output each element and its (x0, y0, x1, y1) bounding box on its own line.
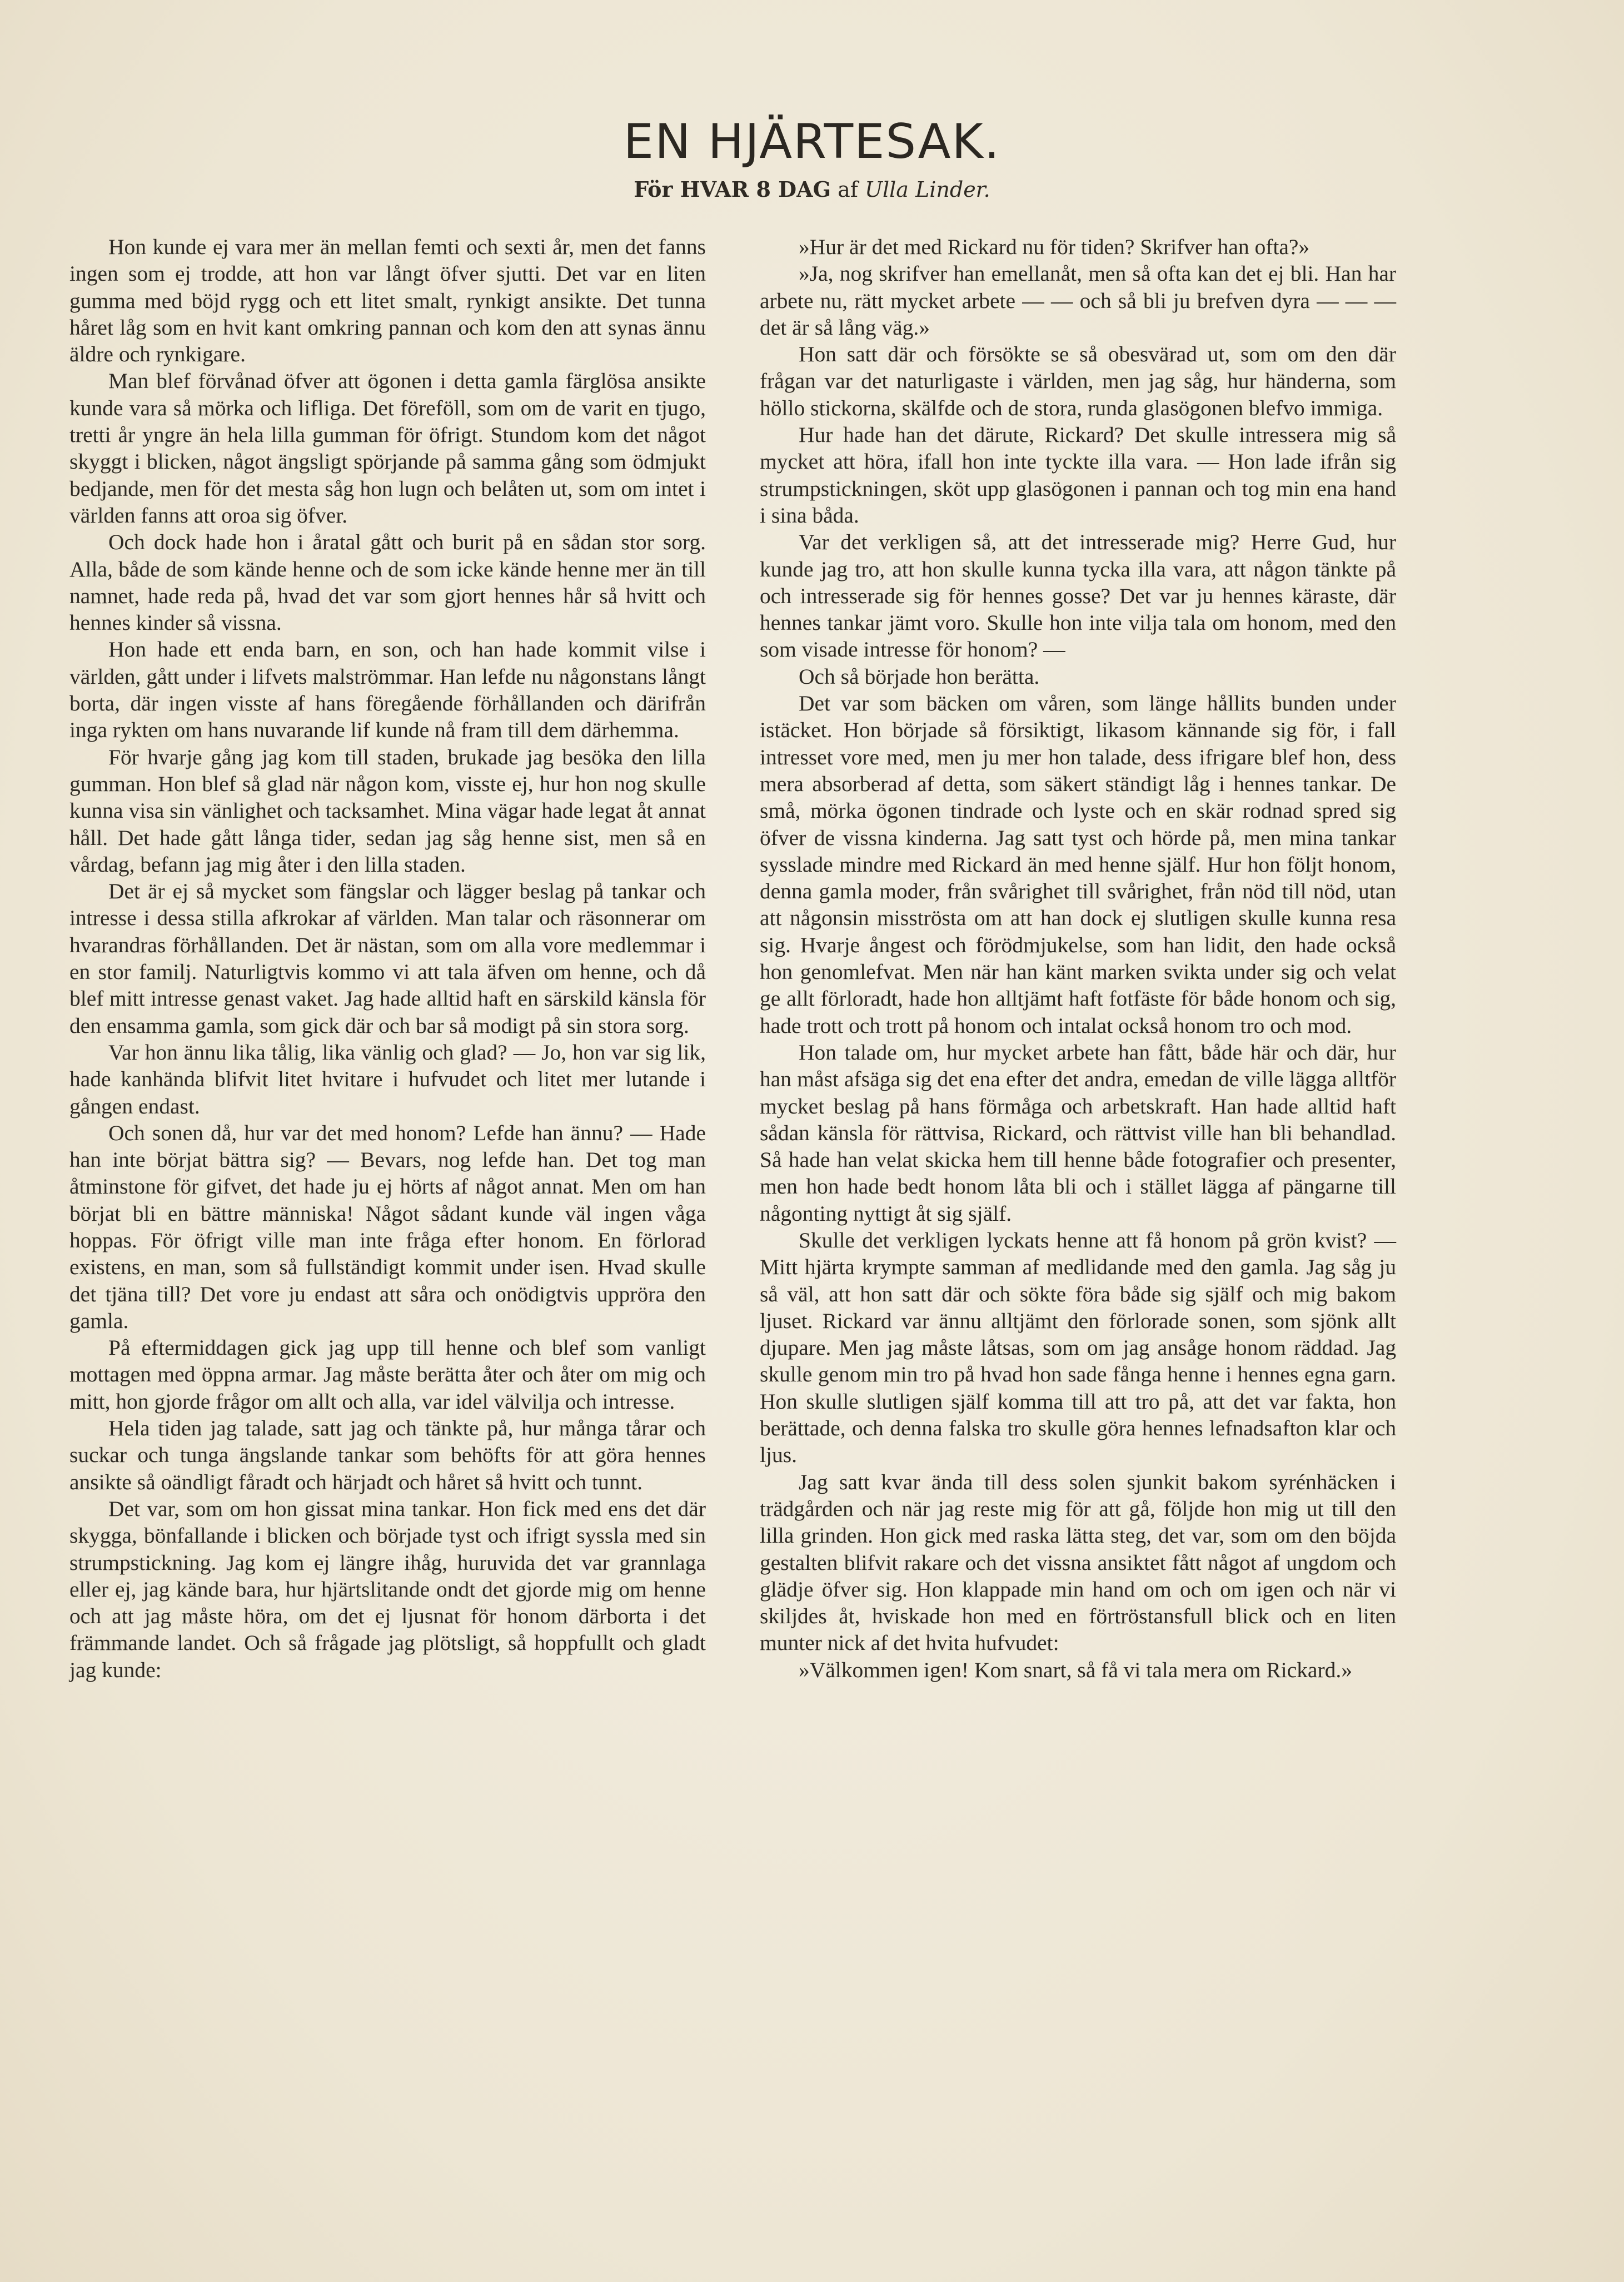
paragraph: »Välkommen igen! Kom snart, så få vi tala mera om Rickard.» (799, 1657, 1352, 1682)
byline-publication: För HVAR 8 DAG (634, 177, 831, 202)
paragraph: För hvarje gång jag kom till staden, brukade jag besöka den lilla gumman. Hon blef så glad när någon kom, visste ej, hur hon nog skulle kunna visa sin vänlighet och tacksamhet. Mina vägar hade legat åt annat håll. Det hade gått långa tider, sedan jag såg henne sist, men så en vårdag, befann jag mig åter i den lilla staden. (69, 744, 706, 877)
paragraph: Hur hade han det därute, Rickard? Det skulle intressera mig så mycket att höra, ifall hon inte tyckte illa vara. — Hon lade ifrån sig strumpstickningen, sköt upp glasögonen i pannan och tog min ena hand i sina båda. (760, 422, 1396, 528)
paragraph: Det var, som om hon gissat mina tankar. Hon fick med ens det där skygga, bönfallande i blicken och började tyst och ifrigt syssla med sin strumpstickning. Jag kom ej längre ihåg, huruvida det var grannlaga eller ej, jag kände bara, hur hjärtslitande ondt det gjorde mig om henne och att jag måste höra, om det ej ljusnat för honom därborta i det främmande landet. Och så frågade jag plötsligt, så hoppfullt och gladt jag kunde: (69, 1496, 706, 1682)
article-byline (0, 177, 1624, 202)
byline-author: Ulla Linder. (864, 177, 990, 202)
paragraph: Var hon ännu lika tålig, lika vänlig och glad? — Jo, hon var sig lik, hade kanhända blifvit litet hvitare i hufvudet och litet mer lutande i gången endast. (69, 1040, 706, 1118)
paragraph: Skulle det verkligen lyckats henne att få honom på grön kvist? — Mitt hjärta krympte samman af medlidande med den gamla. Jag såg ju så väl, att hon satt där och sökte föra både sig själf och mig bakom ljuset. Rickard var ännu alltjämt den förlorade sonen, som sjönk allt djupare. Men jag måste låtsas, som om jag ansåge honom räddad. Jag skulle genom min tro på hvad hon sade fånga henne i hennes egna garn. Hon skulle slutligen själf komma till att tro på, att det var fakta, hon berättade, och denna falska tro skulle göra hennes lefnadsafton klar och ljus. (760, 1227, 1396, 1468)
paragraph: Var det verkligen så, att det intresserade mig? Herre Gud, hur kunde jag tro, att hon skulle kunna tycka illa vara, att någon tänkte på och intresserade sig för hennes gosse? Det var ju hennes käraste, där hennes tankar jämt voro. Skulle hon inte vilja tala om honom, med den som visade intresse för honom? — (760, 530, 1396, 662)
left-column (69, 233, 706, 1683)
paragraph: Man blef förvånad öfver att ögonen i detta gamla färglösa ansikte kunde vara så mörka och lifliga. Det föreföll, som om de varit en tjugo, tretti år yngre än hela lilla gumman för öfrigt. Stundom kom det något skyggt i blicken, något ängsligt spörjande på samma gång som ödmjukt bedjande, men för det mesta såg hon lugn och belåten ut, som om intet i världen fanns att oroa sig öfver. (69, 369, 706, 528)
paragraph: Och dock hade hon i åratal gått och burit på en sådan stor sorg. Alla, både de som kände henne och de som icke kände henne mer än till namnet, hade reda på, hvad det var som gjort hennes hår så hvitt och hennes kinder så vissna. (69, 530, 706, 635)
article-title: EN HJÄRTESAK. (623, 114, 1001, 170)
paragraph: Det är ej så mycket som fängslar och lägger beslag på tankar och intresse i dessa stilla afkrokar af världen. Man talar och räsonnerar om hvarandras förhållanden. Det är nästan, som om alla vore medlemmar i en stor familj. Naturligtvis kommo vi att tala äfven om henne, och då blef mitt intresse genast vaket. Jag hade alltid haft en särskild känsla för den ensamma gamla, som gick där och bar så modigt på sin stora sorg. (69, 879, 706, 1038)
paragraph: Hela tiden jag talade, satt jag och tänkte på, hur många tårar och suckar och tunga ängslande tankar som behöfts för att göra hennes ansikte så oändligt fåradt och härjadt och håret så hvitt och tunnt. (69, 1416, 706, 1494)
paragraph: Hon kunde ej vara mer än mellan femti och sexti år, men det fanns ingen som ej trodde, att hon var långt öfver sjutti. Det var en liten gumma med böjd rygg och ett litet smalt, rynkigt ansikte. Det tunna håret låg som en hvit kant omkring pannan och kom den att synas ännu äldre och rynkigare. (69, 235, 706, 367)
paragraph: Och sonen då, hur var det med honom? Lefde han ännu? — Hade han inte börjat bättra sig? — Bevars, nog lefde han. Det tog man åtminstone för gifvet, det hade ju ej hörts af något annat. Men om han börjat bli en bättre människa! Något sådant kunde väl ingen våga hoppas. För öfrigt ville man inte fråga efter honom. En förlorad existens, en man, som så fullständigt kommit under isen. Hvad skulle det tjäna till? Det vore ju endast att såra och onödigtvis uppröra den gamla. (69, 1120, 706, 1333)
paragraph: Det var som bäcken om våren, som länge hållits bunden under istäcket. Hon började så försiktigt, likasom kännande sig för, i fall intresset vore med, men ju mer hon talade, dess ifrigare blef hon, dess mera absorberad af detta, som säkert ständigt låg i hennes tankar. De små, mörka ögonen tindrade och lyste och en skär rodnad spred sig öfver de vissna kinderna. Jag satt tyst och hörde på, men mina tankar sysslade mindre med Rickard än med henne själf. Hur hon följt honom, denna gamla moder, från svårighet till svårighet, från nöd till nöd, utan att någonsin misströsta om att han dock ej slutligen skulle kunna resa sig. Hvarje ångest och förödmjukelse, som han lidit, den hade också hon genomlefvat. Men när han känt marken svikta under sig och velat ge allt förloradt, hade hon alltjämt haft fotfäste för både honom och sig, hade trott och trott på honom och intalat också honom tro och mod. (760, 691, 1396, 1038)
paragraph: »Hur är det med Rickard nu för tiden? Skrifver han ofta?» (799, 235, 1310, 259)
paragraph: Jag satt kvar ända till dess solen sjunkit bakom syrénhäcken i trädgården och när jag reste mig för att gå, följde hon mig ut till den lilla grinden. Hon gick med raska lätta steg, det var, som om den böjda gestalten blifvit rakare och det vissna ansiktet fått något af ungdom och glädje öfver sig. Hon klappade min hand om och om igen och när vi skiljdes åt, hviskade hon med en förtröstansfull blick och en liten munter nick af det hvita hufvudet: (760, 1469, 1396, 1655)
paragraph: Och så började hon berätta. (799, 664, 1040, 689)
paragraph: På eftermiddagen gick jag upp till henne och blef som vanligt mottagen med öppna armar. Jag måste berätta åter och åter om mig och mitt, hon gjorde frågor om allt och alla, var idel välvilja och intresse. (69, 1335, 706, 1414)
paragraph: »Ja, nog skrifver han emellanåt, men så ofta kan det ej bli. Han har arbete nu, rätt mycket arbete — — och så bli ju brefven dyra — — — det är så lång väg.» (760, 261, 1396, 340)
paragraph: Hon hade ett enda barn, en son, och han hade kommit vilse i världen, gått under i lifvets malströmmar. Han lefde nu någonstans långt borta, där ingen visste af hans föregående förhållanden och därifrån inga rykten om hans nuvarande lif kunde nå fram till dem därhemma. (69, 637, 706, 743)
right-column (760, 233, 1396, 1683)
paragraph: Hon satt där och försökte se så obesvärad ut, som om den där frågan var det naturligaste i världen, men jag såg, hur händerna, som höllo stickorna, skälfde och de stora, runda glasögonen blefvo immiga. (760, 342, 1396, 420)
byline-separator: af (831, 177, 865, 202)
paragraph: Hon talade om, hur mycket arbete han fått, både här och där, hur han måst afsäga sig det ena efter det andra, emedan de ville lägga alltför mycket beslag på hans förmåga och arbetskraft. Han hade alltid haft sådan känsla för rättvisa, Rickard, och rättvist ville han bli behandlad. Så hade han velat skicka hem till henne både fotografier och presenter, men hon hade bedt honom låta bli och i stället lägga af pängarne till någonting nyttigt åt sig själf. (760, 1040, 1396, 1226)
